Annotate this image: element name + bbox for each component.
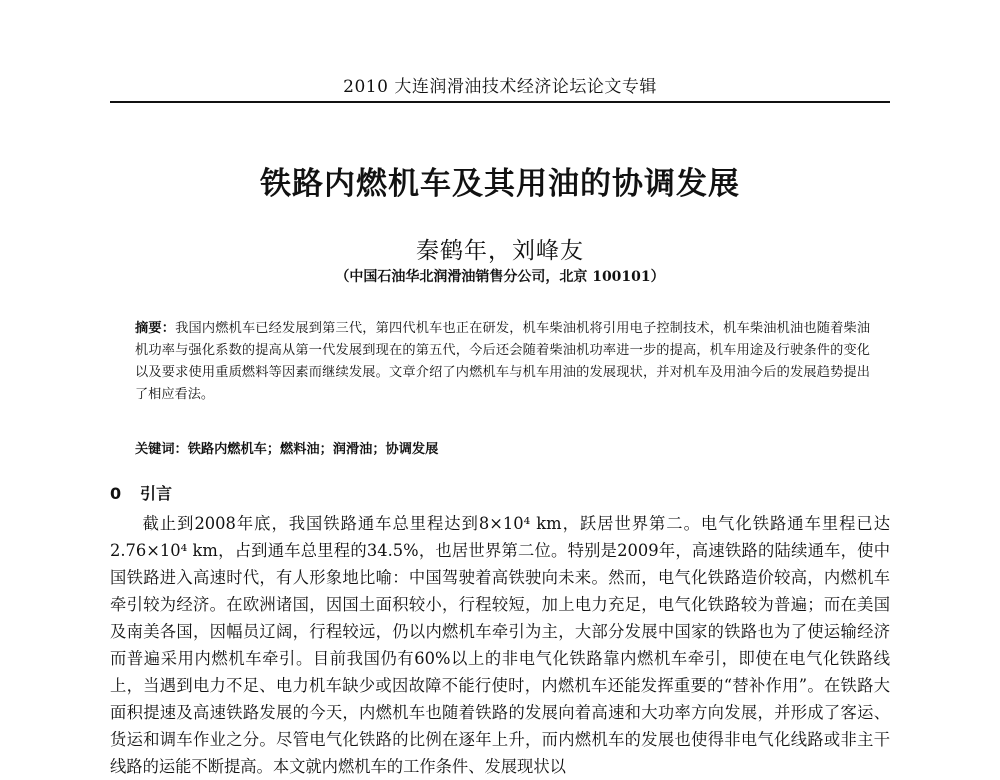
section-title: 引言 bbox=[140, 484, 173, 503]
abstract-text: 我国内燃机车已经发展到第三代，第四代机车也正在研发，机车柴油机将引用电子控制技术，机车柴油机油也随着柴油机功率与强化系数的提高从第一代发展到现在的第五代，今后还会随着柴油机功率进一步的提高，机车用途及行驶条件的变化以及要求使用重质燃料等因素而继续发展。文章介绍了内燃机车与机车用油的发展现状，并对机车及用油今后的发展趋势提出了相应看法。 bbox=[135, 321, 871, 402]
paper-affiliation: （中国石油华北润滑油销售分公司，北京 100101） bbox=[335, 269, 665, 285]
keywords-block bbox=[135, 438, 870, 457]
abstract-label: 摘要： bbox=[135, 321, 176, 336]
keywords-text: 铁路内燃机车；燃料油；润滑油；协调发展 bbox=[187, 442, 439, 457]
abstract-block bbox=[135, 318, 870, 406]
paper-authors: 秦鹤年，刘峰友 bbox=[416, 238, 584, 264]
header-rule bbox=[110, 101, 890, 103]
body-paragraph: 截止到2008年底，我国铁路通车总里程达到8×10⁴ km，跃居世界第二。电气化铁路通车里程已达2.76×10⁴ km，占到通车总里程的34.5%，也居世界第二位。特别是2009年，高速铁路的陆续通车，使中国铁路进入高速时代，有人形象地比喻：中国驾驶着高铁驶向未来。然而，电气化铁路造价较高，内燃机车牵引较为经济。在欧洲诸国，因国土面积较小，行程较短，加上电力充足，电气化铁路较为普遍；而在美国及南美各国，因幅员辽阔，行程较远，仍以内燃机车牵引为主，大部分发展中国家的铁路也为了使运输经济而普遍采用内燃机车牵引。目前我国仍有60%以上的非电气化铁路靠内燃机车牵引，即使在电气化铁路线上，当遇到电力不足、电力机车缺少或因故障不能行使时，内燃机车还能发挥重要的“替补作用”。在铁路大面积提速及高速铁路发展的今天，内燃机车也随着铁路的发展向着高速和大功率方向发展，并形成了客运、货运和调车作业之分。尽管电气化铁路的比例在逐年上升，而内燃机车的发展也使得非电气化线路或非主干线路的运能不断提高。本文就内燃机车的工作条件、发展现状以 bbox=[110, 514, 890, 776]
section-heading bbox=[110, 481, 172, 504]
section-number: 0 bbox=[110, 484, 122, 503]
running-header: 2010 大连润滑油技术经济论坛论文专辑 bbox=[343, 77, 657, 97]
paper-title: 铁路内燃机车及其用油的协调发展 bbox=[260, 166, 740, 202]
keywords-label: 关键词： bbox=[135, 442, 188, 457]
